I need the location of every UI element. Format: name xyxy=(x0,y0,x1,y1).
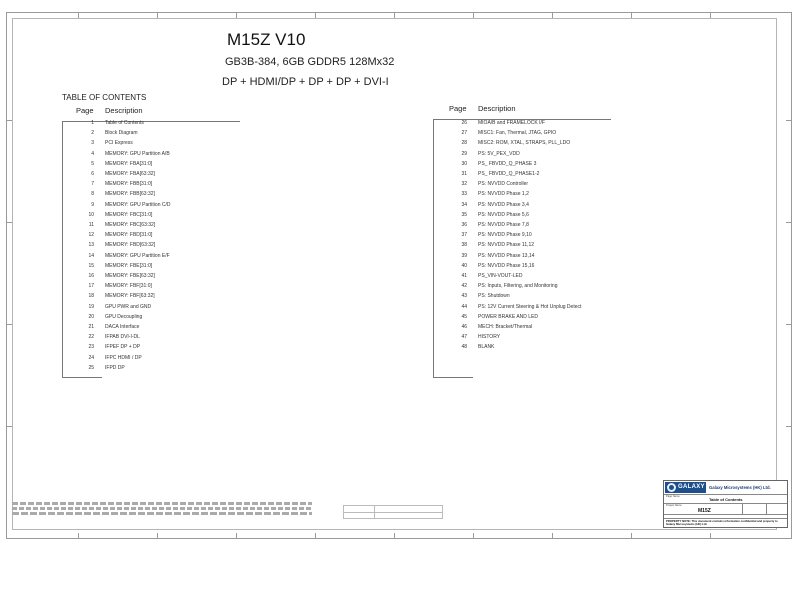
toc-entry xyxy=(60,293,240,301)
toc-entry-page: 15 xyxy=(88,262,94,269)
toc-entry xyxy=(433,242,613,250)
toc-entry-description: PS: NVVDD Phase 7,8 xyxy=(478,222,529,228)
toc-entry xyxy=(60,324,240,332)
toc-entry-description: MEMORY: FBC[31:0] xyxy=(105,211,153,218)
toc-entry xyxy=(433,304,613,312)
toc-entry xyxy=(60,151,240,159)
toc-entry-description: PS: NVVDD Phase 5,6 xyxy=(478,211,529,218)
toc-entry-description: MEMORY: GPU Partition A/B xyxy=(105,150,170,157)
toc-entry xyxy=(433,314,613,322)
toc-entry-page: 27 xyxy=(461,130,467,137)
toc-entry xyxy=(433,212,613,220)
toc-entry-description: PCI Express xyxy=(105,140,133,147)
toc-entry-description: IFPC HDMI / DP xyxy=(105,354,142,361)
board-outputs: DP + HDMI/DP + DP + DP + DVI-I xyxy=(222,76,389,88)
toc-entry-description: MEMORY: FBD[63:32] xyxy=(105,242,156,249)
toc-entry xyxy=(60,273,240,281)
toc-entry-page: 8 xyxy=(91,191,94,198)
toc-entry-page: 41 xyxy=(461,273,467,279)
toc-entry-description: HISTORY xyxy=(478,334,501,341)
toc-entry-page: 13 xyxy=(88,242,94,249)
toc-entry-page: 26 xyxy=(461,120,467,126)
toc-entry-page: 5 xyxy=(91,160,94,167)
toc-entry xyxy=(60,232,240,240)
toc-entry-page: 37 xyxy=(461,232,467,239)
toc-entry xyxy=(60,191,240,199)
toc-entry-description: MEMORY: FBD[31:0] xyxy=(105,232,153,239)
toc-entry-description: PS: NVVDD Phase 1,2 xyxy=(478,191,529,198)
toc-entry-page: 48 xyxy=(461,344,467,351)
toc-entry-description: IFPD DP xyxy=(105,364,125,371)
toc-entry-description: PS: NVVDD Phase 11,12 xyxy=(478,242,535,249)
toc-entry-description: MEMORY: FBB[63:32] xyxy=(105,191,155,198)
toc-entry xyxy=(433,263,613,271)
toc-entry-description: BLANK xyxy=(478,344,495,351)
project-name: M15Z xyxy=(698,508,711,514)
toc-entry-description: PS: NVVDD Phase 9,10 xyxy=(478,232,532,239)
toc-entry-description: PS: NVVDD Controller xyxy=(478,181,529,188)
toc-entry-description: MISC1: Fan, Thermal, JTAG, GPIO xyxy=(478,130,557,137)
toc-entry-description: PS: NVVDD Phase 15,16 xyxy=(478,262,535,269)
toc-entry xyxy=(433,344,613,352)
toc-entry-page: 34 xyxy=(461,201,467,208)
toc-entry xyxy=(60,334,240,342)
toc-entry-description: MEMORY: GPU Partition E/F xyxy=(105,252,170,259)
toc-entry-description: MEMORY: GPU Partition C/D xyxy=(105,201,171,208)
zone-ruler-right xyxy=(786,12,792,539)
toc-entry-description: MEMORY: FBA[63:32] xyxy=(105,171,155,177)
toc-entry-description: GPU Decoupling xyxy=(105,313,143,320)
toc-entry xyxy=(60,120,240,128)
toc-entry-page: 32 xyxy=(461,181,467,188)
toc-entry xyxy=(60,263,240,271)
toc-entry xyxy=(60,222,240,230)
toc-entry-page: 7 xyxy=(91,181,94,188)
toc-entry xyxy=(433,334,613,342)
toc-entry-description: MEMORY: FBA[31:0] xyxy=(105,160,153,167)
page-name-label: Page Name xyxy=(666,495,680,498)
toc-entry-description: MEMORY: FBF[31:0] xyxy=(105,283,152,290)
toc-entry-page: 24 xyxy=(88,354,94,361)
toc-entry-page: 10 xyxy=(88,211,94,218)
toc-entry xyxy=(433,253,613,261)
toc-entry-page: 16 xyxy=(88,273,94,279)
toc-entry-page: 40 xyxy=(461,262,467,269)
toc-entry-page: 18 xyxy=(88,293,94,300)
toc-entry-page: 4 xyxy=(91,150,94,157)
toc-entry xyxy=(433,191,613,199)
galaxy-logo-icon xyxy=(665,482,706,493)
toc-entry-page: 43 xyxy=(461,293,467,300)
toc-entry-page: 44 xyxy=(461,303,467,310)
toc-entry-page: 3 xyxy=(91,140,94,147)
toc-entry-page: 28 xyxy=(461,140,467,147)
toc-entry xyxy=(60,365,240,373)
toc-entry-description: MISC2: ROM, XTAL, STRAPS, PLL_LDO xyxy=(478,140,571,147)
toc-entry-page: 2 xyxy=(91,130,94,137)
toc-entry xyxy=(60,130,240,138)
toc-entry-page: 23 xyxy=(88,344,94,351)
toc-entry-page: 31 xyxy=(461,171,467,177)
toc-entry-description: PS: 5V_PEX_VDD xyxy=(478,150,520,157)
toc-entry-page: 12 xyxy=(88,232,94,239)
toc-entry xyxy=(60,140,240,148)
toc-entry-page: 35 xyxy=(461,211,467,218)
toc-entry-page: 14 xyxy=(88,252,94,259)
toc-entry-description: MEMORY: FBB[31:0] xyxy=(105,181,153,188)
toc-entry-page: 38 xyxy=(461,242,467,249)
property-note: PROPERTY NOTE: This document contains information confidential and property to Galaxy Microsystems (HK) Ltd. xyxy=(666,519,778,527)
toc-entry xyxy=(60,304,240,312)
toc-entry-page: 36 xyxy=(461,222,467,228)
toc-entry xyxy=(433,151,613,159)
toc-entry-description: MEMORY: FBF[63:32] xyxy=(105,293,155,300)
toc-entry-description: GPU PWR and GND xyxy=(105,303,152,310)
toc-entry-page: 9 xyxy=(91,201,94,208)
toc-entry-page: 19 xyxy=(88,303,94,310)
toc-entry-description: MEMORY: FBE[63:32] xyxy=(105,273,155,279)
toc-entry-description: PS: NVVDD Phase 13,14 xyxy=(478,252,535,259)
toc-entry-description: MEMORY: FBE[31:0] xyxy=(105,262,153,269)
toc-entry-page: 30 xyxy=(461,160,467,167)
toc-entry-page: 47 xyxy=(461,334,467,341)
toc-entry xyxy=(433,120,613,128)
right-page-header: Page xyxy=(449,104,467,113)
brand-name: GALAXY xyxy=(678,484,705,490)
toc-entry xyxy=(60,314,240,322)
toc-entry xyxy=(433,171,613,179)
toc-entry-page: 17 xyxy=(88,283,94,290)
toc-entry-page: 29 xyxy=(461,150,467,157)
toc-entry xyxy=(433,181,613,189)
toc-entry-description: DACA Interface xyxy=(105,324,140,330)
toc-entry xyxy=(433,161,613,169)
toc-entry xyxy=(433,222,613,230)
title-block xyxy=(663,480,788,528)
toc-entry-page: 39 xyxy=(461,252,467,259)
toc-entry-description: Table of Contents xyxy=(105,120,144,126)
toc-entry xyxy=(60,202,240,210)
toc-entry xyxy=(60,171,240,179)
toc-entry-page: 33 xyxy=(461,191,467,198)
toc-entry xyxy=(433,140,613,148)
toc-entry xyxy=(60,181,240,189)
right-bottom-rule xyxy=(433,377,473,378)
toc-entry xyxy=(60,355,240,363)
left-page-header: Page xyxy=(76,106,94,115)
toc-entry-description: POWER BRAKE AND LED xyxy=(478,313,539,320)
toc-entry xyxy=(60,253,240,261)
zone-ruler-left xyxy=(6,12,12,539)
revision-stamp xyxy=(343,505,443,519)
toc-entry xyxy=(433,232,613,240)
left-description-header: Description xyxy=(105,106,143,115)
toc-entry-page: 22 xyxy=(88,334,94,341)
toc-entry-page: 25 xyxy=(88,364,94,371)
toc-entry-description: PS_VIN-VOUT-LED xyxy=(478,273,523,279)
toc-entry xyxy=(433,202,613,210)
toc-entry xyxy=(433,283,613,291)
toc-entry xyxy=(433,324,613,332)
toc-entry xyxy=(60,242,240,250)
legal-notice-text xyxy=(12,502,312,515)
toc-entry-description: Block Diagram xyxy=(105,130,138,137)
toc-entry xyxy=(60,161,240,169)
page-name: Table of Contents xyxy=(709,497,743,502)
toc-entry-page: 21 xyxy=(88,324,94,330)
toc-entry-page: 46 xyxy=(461,324,467,330)
toc-entry xyxy=(60,283,240,291)
toc-entry-page: 42 xyxy=(461,283,467,290)
toc-entry-page: 1 xyxy=(91,120,94,126)
toc-entry-page: 6 xyxy=(91,171,94,177)
toc-entry-description: PS: NVVDD Phase 3,4 xyxy=(478,201,529,208)
toc-heading: TABLE OF CONTENTS xyxy=(62,93,147,102)
board-spec: GB3B-384, 6GB GDDR5 128Mx32 xyxy=(225,56,395,68)
toc-entry-page: 20 xyxy=(88,313,94,320)
toc-entry-description: PS_ FBVDD_Q_PHASE1-2 xyxy=(478,171,540,177)
toc-entry-description: IFPEF DP + DP xyxy=(105,344,141,351)
board-title: M15Z V10 xyxy=(227,30,306,49)
zone-ruler-bottom xyxy=(6,533,792,539)
toc-entry-description: PS: 12V Current Steering & Hot Unplug Detect xyxy=(478,303,582,310)
toc-entry-description: PS_ FBVDD_Q_PHASE 3 xyxy=(478,160,537,167)
toc-entry xyxy=(60,212,240,220)
project-name-label: Project Name xyxy=(666,504,682,507)
toc-entry-description: MEMORY: FBC[63:32] xyxy=(105,222,156,228)
toc-entry xyxy=(433,293,613,301)
toc-entry xyxy=(60,344,240,352)
toc-entry-page: 45 xyxy=(461,313,467,320)
toc-entry-description: MIOA/B and FRAMELOCK I/F xyxy=(478,120,545,126)
zone-ruler-top xyxy=(6,12,792,18)
right-description-header: Description xyxy=(478,104,516,113)
toc-entry xyxy=(433,273,613,281)
toc-entry-page: 11 xyxy=(88,222,94,228)
toc-entry-description: PS: Shutdown xyxy=(478,293,510,300)
toc-entry-description: PS: Inputs, Filtering, and Monitoring xyxy=(478,283,558,290)
toc-entry xyxy=(433,130,613,138)
toc-entry-description: IFPAB DVI-I-DL xyxy=(105,334,140,341)
company-name: Galaxy Microsystems (HK) Ltd. xyxy=(709,485,771,490)
toc-entry-description: MECH: Bracket/Thermal xyxy=(478,324,533,330)
left-bottom-rule xyxy=(62,377,102,378)
